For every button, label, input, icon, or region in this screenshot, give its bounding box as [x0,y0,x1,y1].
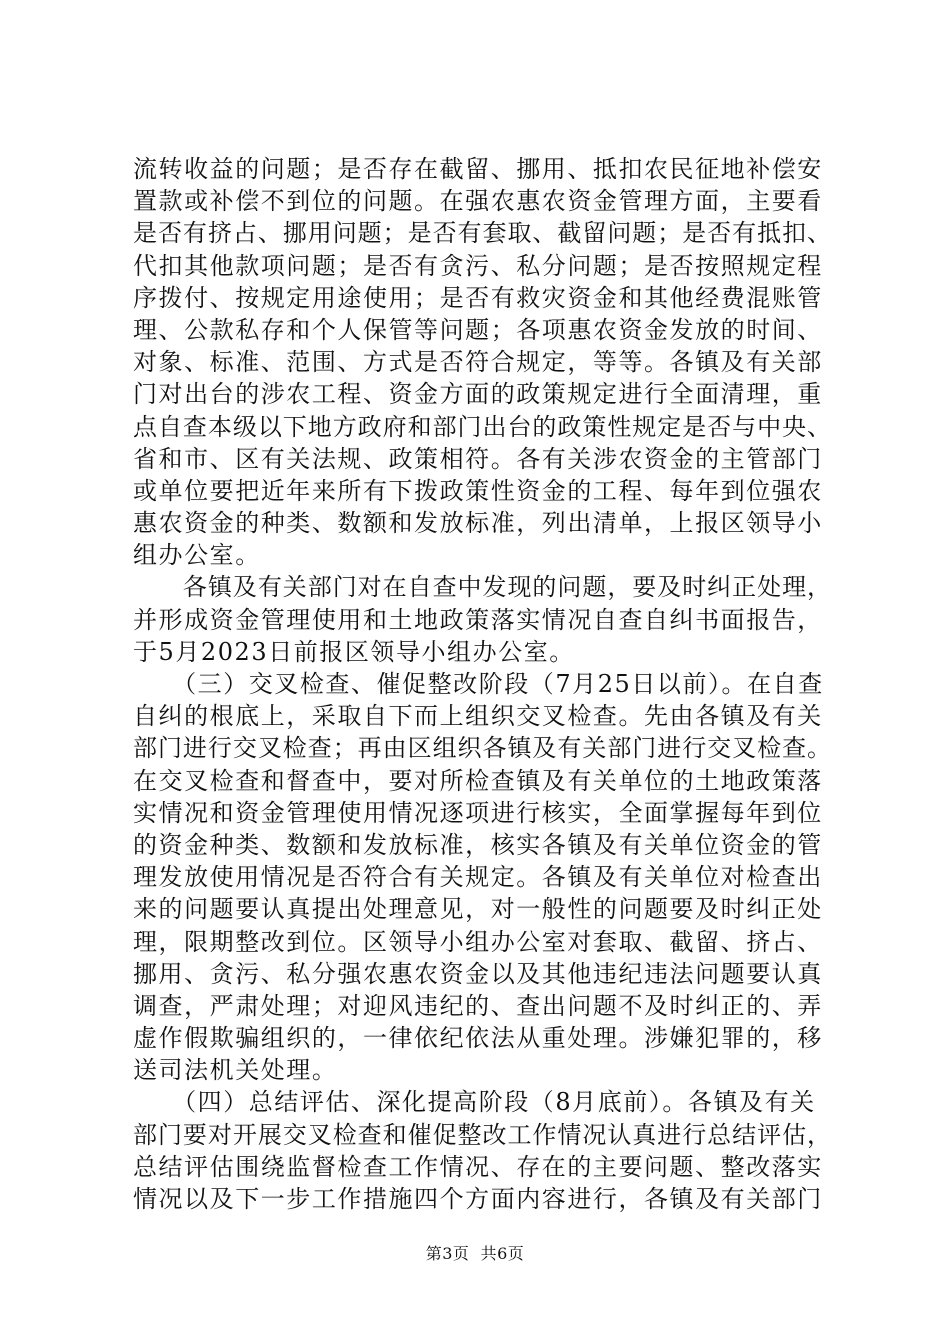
text-line: 送司法机关处理。 [133,1056,338,1085]
page-footer: 第3页 共6页 [425,1244,525,1263]
text-line: 情况以及下一步工作措施四个方面内容进行，各镇及有关部门 [133,1185,823,1213]
text-line: 虚作假欺骗组织的，一律依纪依法从重处理。涉嫌犯罪的，移 [133,1024,823,1053]
text-line: 总结评估围绕监督检查工作情况、存在的主要问题、整改落实 [133,1152,823,1181]
text-line: 挪用、贪污、私分强农惠农资金以及其他违纪违法问题要认真 [133,959,823,988]
text-line: 代扣其他款项问题；是否有贪污、私分问题；是否按照规定程 [133,251,823,280]
text-line: （四）总结评估、深化提高阶段（8月底前）。各镇及有关 [133,1088,816,1117]
text-line: 或单位要把近年来所有下拨政策性资金的工程、每年到位强农 [133,476,823,505]
text-line: 部门要对开展交叉检查和催促整改工作情况认真进行总结评估， [133,1120,832,1149]
text-line: 在交叉检查和督查中，要对所检查镇及有关单位的土地政策落 [133,766,823,795]
text-line: 理、公款私存和个人保管等问题；各项惠农资金发放的时间、 [133,315,823,344]
text-line: 点自查本级以下地方政府和部门出台的政策性规定是否与中央、 [133,412,832,441]
text-line: 各镇及有关部门对在自查中发现的问题，要及时纠正处理， [133,573,832,602]
text-line: 组办公室。 [133,541,261,570]
text-line: 部门进行交叉检查；再由区组织各镇及有关部门进行交叉检查。 [133,734,832,763]
text-line: 流转收益的问题；是否存在截留、挪用、抵扣农民征地补偿安 [133,155,823,183]
text-line: 惠农资金的种类、数额和发放标准，列出清单，上报区领导小 [133,509,823,538]
text-line: 门对出台的涉农工程、资金方面的政策规定进行全面清理，重 [133,380,823,409]
text-line: 理发放使用情况是否符合有关规定。各镇及有关单位对检查出 [133,863,823,892]
text-line: 的资金种类、数额和发放标准，核实各镇及有关单位资金的管 [133,830,823,859]
text-line: （三）交叉检查、催促整改阶段（7月25日以前）。在自查 [133,670,824,698]
body-text [133,153,833,1215]
text-line: 对象、标准、范围、方式是否符合规定，等等。各镇及有关部 [133,348,823,377]
text-line: 省和市、区有关法规、政策相符。各有关涉农资金的主管部门 [133,444,823,473]
text-line: 调查，严肃处理；对迎风违纪的、查出问题不及时纠正的、弄 [133,991,823,1020]
text-line: 理，限期整改到位。区领导小组办公室对套取、截留、挤占、 [133,927,823,956]
text-line: 自纠的根底上，采取自下而上组织交叉检查。先由各镇及有关 [133,702,823,731]
text-line: 并形成资金管理使用和土地政策落实情况自查自纠书面报告， [133,605,823,634]
text-line: 实情况和资金管理使用情况逐项进行核实，全面掌握每年到位 [133,798,823,827]
text-line: 是否有挤占、挪用问题；是否有套取、截留问题；是否有抵扣、 [133,219,832,248]
text-line: 于5月2023日前报区领导小组办公室。 [133,637,575,666]
text-line: 来的问题要认真提出处理意见，对一般性的问题要及时纠正处 [133,895,823,924]
text-line: 置款或补偿不到位的问题。在强农惠农资金管理方面，主要看 [133,187,823,216]
text-line: 序拨付、按规定用途使用；是否有救灾资金和其他经费混账管 [133,283,823,312]
